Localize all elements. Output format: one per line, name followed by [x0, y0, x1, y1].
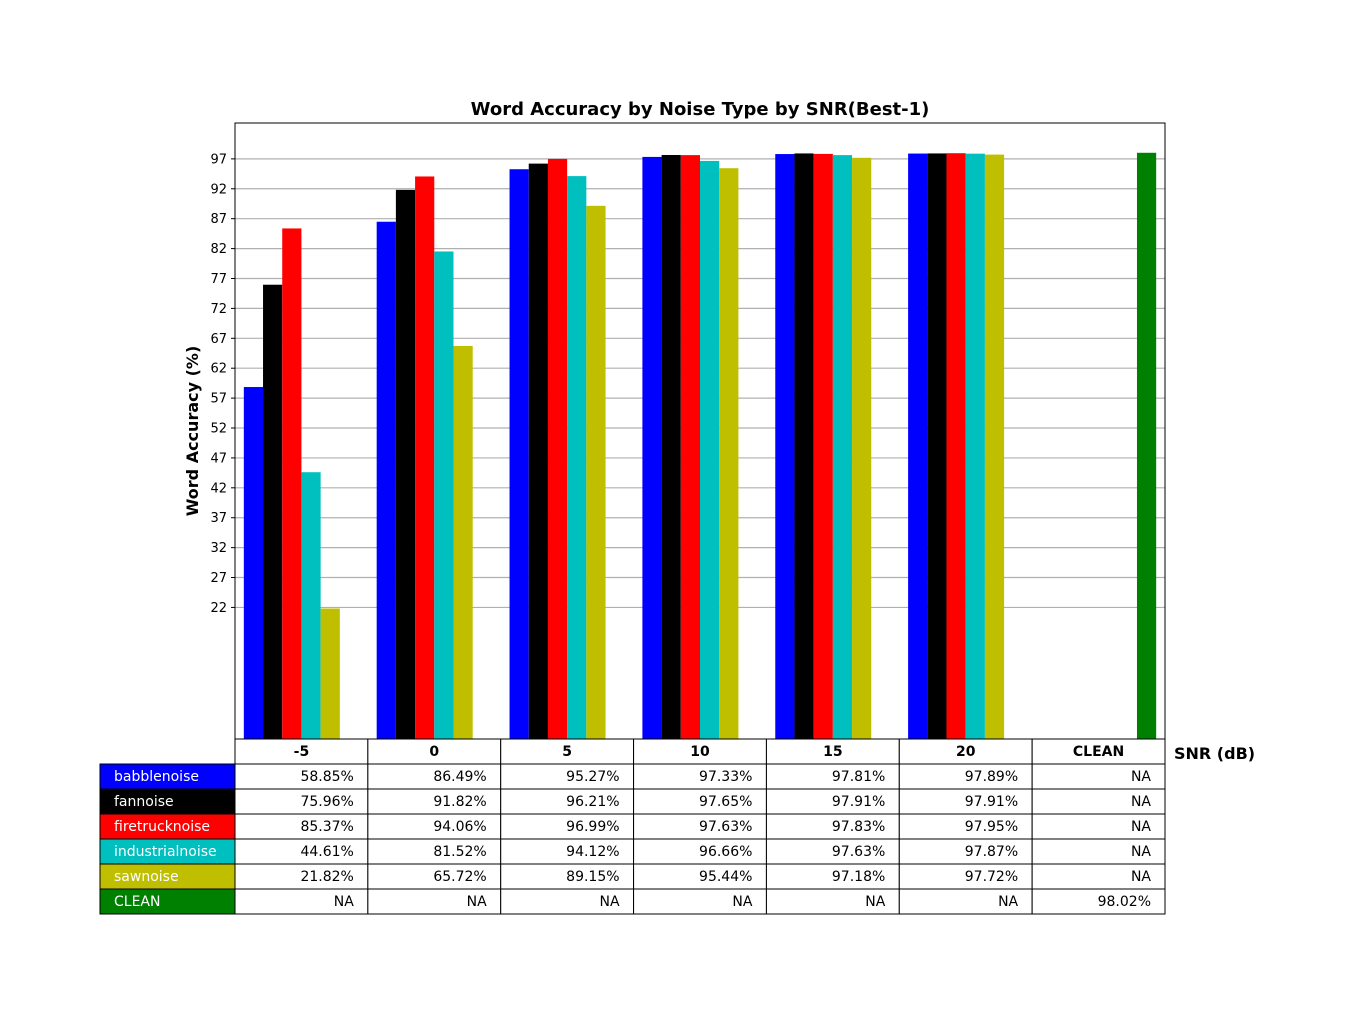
x-axis-label: SNR (dB): [1174, 744, 1256, 763]
table-cell-value: 97.89%: [964, 769, 1019, 785]
bar-industrialnoise-0: [434, 251, 453, 739]
bar-fannoise-0: [396, 190, 415, 739]
bar-firetrucknoise-20: [947, 153, 966, 739]
table-cell-value: 95.44%: [699, 869, 753, 885]
table-cell-value: 85.37%: [300, 819, 354, 835]
table-cell-value: NA: [1130, 844, 1151, 860]
bar-sawnoise-5: [586, 206, 605, 739]
bar-industrialnoise-5: [567, 176, 586, 739]
y-tick-label: 97: [210, 152, 227, 168]
bar-fannoise-10: [662, 155, 681, 739]
y-tick-label: 37: [210, 511, 227, 527]
table-cell-value: 65.72%: [433, 869, 487, 885]
table-cell-value: NA: [732, 894, 753, 910]
table-cell-value: 44.61%: [300, 844, 354, 860]
bars: [244, 153, 1156, 739]
bar-sawnoise-20: [985, 155, 1004, 739]
bar-industrialnoise-15: [833, 155, 852, 739]
y-axis-ticks: [210, 152, 235, 616]
table-cell-value: 98.02%: [1097, 894, 1151, 910]
bar-firetrucknoise-15: [814, 154, 833, 739]
bar-industrialnoise-10: [700, 161, 719, 739]
bar-CLEAN-CLEAN: [1137, 153, 1156, 739]
table-cell-value: NA: [1130, 869, 1151, 885]
table-cell-value: NA: [466, 894, 487, 910]
table-cell-value: 97.63%: [699, 819, 753, 835]
bar-babblenoise-15: [775, 154, 794, 739]
table-cell-value: NA: [333, 894, 354, 910]
table-cell-value: 97.91%: [831, 794, 886, 810]
bar-sawnoise--5: [321, 609, 340, 739]
table-cell-value: 97.95%: [964, 819, 1019, 835]
table-header-label: 5: [562, 744, 573, 760]
legend-label-firetrucknoise: firetrucknoise: [114, 819, 211, 835]
table-cell-value: NA: [599, 894, 620, 910]
table-cell-value: NA: [1130, 819, 1151, 835]
bar-babblenoise-0: [377, 222, 396, 739]
table-cell-value: 97.83%: [831, 819, 886, 835]
table-cell-value: NA: [998, 894, 1019, 910]
table-cell-value: 97.18%: [831, 869, 886, 885]
legend-label-fannoise: fannoise: [114, 794, 174, 810]
y-tick-label: 72: [210, 301, 227, 317]
bar-sawnoise-0: [453, 346, 472, 739]
table-cell-value: 96.99%: [566, 819, 620, 835]
table-header-label: CLEAN: [1072, 744, 1125, 760]
table-cell-value: NA: [865, 894, 886, 910]
table-header-label: 10: [690, 744, 710, 760]
data-table: [100, 739, 1165, 914]
table-cell-value: 21.82%: [300, 869, 354, 885]
bar-industrialnoise--5: [301, 472, 320, 739]
bar-firetrucknoise-0: [415, 176, 434, 739]
table-cell-value: 75.96%: [300, 794, 354, 810]
y-tick-label: 52: [210, 421, 227, 437]
table-cell-value: 89.15%: [566, 869, 620, 885]
table-cell-value: NA: [1130, 794, 1151, 810]
table-cell-value: NA: [1130, 769, 1151, 785]
bar-babblenoise-10: [642, 157, 661, 739]
table-header-label: 0: [429, 744, 440, 760]
table-cell-value: 86.49%: [433, 769, 487, 785]
bar-sawnoise-10: [719, 168, 738, 739]
table-cell-value: 97.81%: [831, 769, 886, 785]
bar-fannoise--5: [263, 285, 282, 739]
legend-label-CLEAN: CLEAN: [114, 894, 161, 910]
table-cell-value: 97.63%: [831, 844, 886, 860]
table-cell-value: 97.33%: [699, 769, 753, 785]
table-cell-value: 58.85%: [300, 769, 354, 785]
bar-firetrucknoise-10: [681, 155, 700, 739]
bar-fannoise-20: [927, 153, 946, 739]
y-tick-label: 77: [210, 271, 227, 287]
y-axis-label: Word Accuracy (%): [183, 345, 202, 517]
bar-firetrucknoise--5: [282, 228, 301, 739]
bar-industrialnoise-20: [966, 154, 985, 739]
chart-title: Word Accuracy by Noise Type by SNR(Best-1): [470, 99, 930, 120]
bar-fannoise-15: [794, 153, 813, 739]
legend-label-industrialnoise: industrialnoise: [114, 844, 217, 860]
y-tick-label: 62: [210, 361, 227, 377]
y-tick-label: 27: [210, 571, 227, 587]
table-cell-value: 94.06%: [433, 819, 487, 835]
table-cell-value: 91.82%: [433, 794, 487, 810]
table-header-label: -5: [293, 744, 310, 760]
bar-babblenoise--5: [244, 387, 263, 739]
y-tick-label: 32: [210, 541, 227, 557]
table-cell-value: 97.87%: [964, 844, 1019, 860]
table-cell-value: 96.66%: [699, 844, 753, 860]
legend-label-babblenoise: babblenoise: [114, 769, 199, 785]
table-cell-value: 95.27%: [566, 769, 620, 785]
table-cell-value: 94.12%: [566, 844, 620, 860]
legend-label-sawnoise: sawnoise: [114, 869, 179, 885]
bar-fannoise-5: [529, 164, 548, 739]
table-header-label: 15: [823, 744, 843, 760]
y-tick-label: 22: [210, 600, 227, 616]
table-cell-value: 96.21%: [566, 794, 620, 810]
bar-babblenoise-5: [510, 169, 529, 739]
bar-babblenoise-20: [908, 154, 927, 739]
y-tick-label: 92: [210, 182, 227, 198]
table-header-label: 20: [955, 744, 976, 760]
table-cell-value: 97.65%: [699, 794, 753, 810]
table-cell-value: 97.91%: [964, 794, 1019, 810]
y-tick-label: 67: [210, 331, 227, 347]
table-cell-value: 81.52%: [433, 844, 487, 860]
bar-firetrucknoise-5: [548, 159, 567, 739]
y-tick-label: 47: [210, 451, 227, 467]
bar-sawnoise-15: [852, 158, 871, 739]
y-tick-label: 57: [210, 391, 227, 407]
table-cell-value: 97.72%: [964, 869, 1019, 885]
y-tick-label: 42: [210, 481, 227, 497]
y-tick-label: 87: [210, 212, 227, 228]
y-tick-label: 82: [210, 242, 227, 258]
